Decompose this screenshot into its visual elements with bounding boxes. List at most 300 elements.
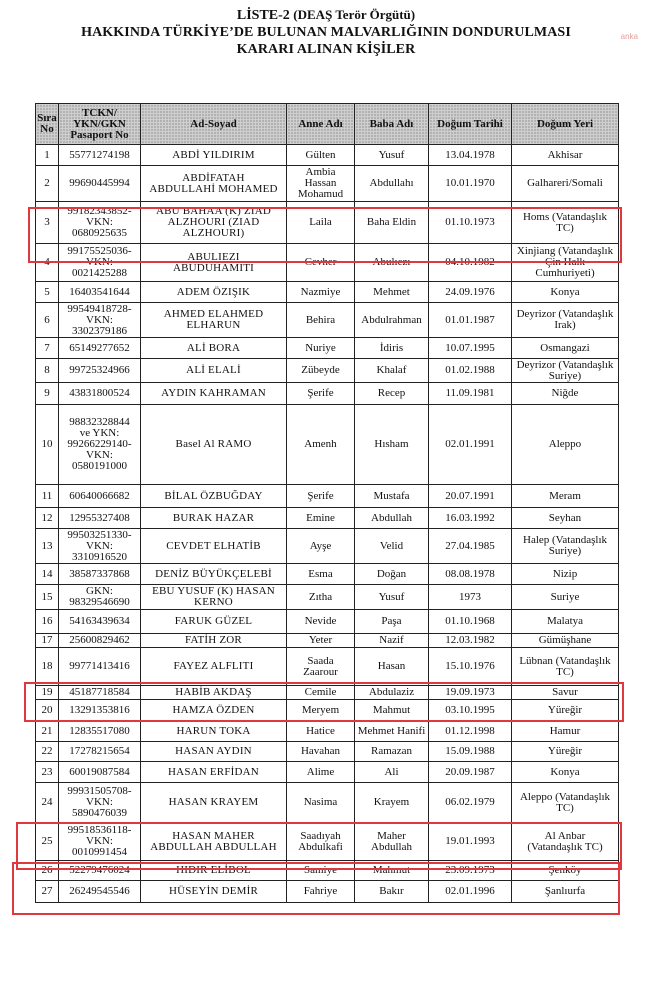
table-row	[36, 145, 619, 166]
cell-mother	[287, 405, 355, 485]
cell-pob	[512, 303, 619, 338]
cell-no: 4	[36, 244, 59, 282]
col-no-header	[36, 104, 59, 145]
cell-line: Suriye	[550, 590, 580, 603]
cell-dob: 04.10.1982	[429, 244, 512, 282]
cell-line: ALİ BORA	[186, 341, 241, 354]
cell-id	[59, 700, 141, 721]
col-pob-header: Doğum Yeri	[512, 104, 619, 145]
cell-line: ELHARUN	[186, 319, 241, 331]
cell-name	[141, 508, 287, 529]
cell-line: 98329546690	[69, 596, 130, 608]
cell-line: 0580191000	[72, 460, 127, 472]
cell-id	[59, 634, 141, 648]
cell-line: HASAN KRAYEM	[168, 796, 259, 808]
cell-father	[355, 485, 429, 508]
cell-line: Cemile	[304, 686, 337, 698]
cell-mother	[287, 338, 355, 359]
cell-father	[355, 303, 429, 338]
cell-father	[355, 282, 429, 303]
cell-pob	[512, 610, 619, 634]
cell-dob: 24.09.1976	[429, 282, 512, 303]
cell-line: HÜSEYİN DEMİR	[168, 885, 259, 897]
cell-id	[59, 783, 141, 823]
cell-line: Saadıyah	[300, 829, 341, 842]
watermark-logo: anka	[620, 32, 638, 41]
table-row	[36, 742, 619, 762]
cell-line: 3302379186	[72, 324, 127, 337]
cell-line: Malatya	[546, 615, 584, 627]
cell-id	[59, 529, 141, 564]
cell-line: 65149277652	[69, 341, 130, 354]
cell-line: FARUK GÜZEL	[174, 615, 253, 627]
cell-line: Khalaf	[376, 364, 407, 376]
cell-name	[141, 529, 287, 564]
cell-line: 98832328844	[69, 416, 130, 428]
cell-line: VKN:	[86, 449, 113, 461]
cell-mother	[287, 634, 355, 648]
cell-line: Samiye	[304, 864, 337, 876]
cell-father	[355, 742, 429, 762]
cell-line: 54163439634	[69, 615, 130, 627]
cell-line: İdiris	[379, 341, 404, 354]
document-title	[0, 6, 652, 24]
cell-no: 17	[36, 634, 59, 648]
cell-no: 16	[36, 610, 59, 634]
cell-mother	[287, 564, 355, 585]
table-header-row	[36, 104, 619, 145]
cell-name	[141, 742, 287, 762]
cell-pob	[512, 648, 619, 686]
table-row	[36, 405, 619, 485]
cell-father	[355, 145, 429, 166]
cell-line: VKN:	[86, 313, 113, 326]
cell-father	[355, 823, 429, 861]
cell-name	[141, 338, 287, 359]
cell-line: Yeter	[308, 634, 333, 646]
cell-no: 11	[36, 485, 59, 508]
cell-line: 99931505708-	[67, 785, 132, 797]
cell-id	[59, 686, 141, 700]
cell-no: 14	[36, 564, 59, 585]
cell-line: Fahriye	[303, 885, 338, 897]
col-id-header	[59, 104, 141, 145]
cell-name	[141, 244, 287, 282]
cell-father	[355, 383, 429, 405]
cell-pob	[512, 202, 619, 244]
cell-line: 99690445994	[69, 177, 130, 189]
cell-line: 16403541644	[69, 285, 130, 298]
cell-name	[141, 303, 287, 338]
cell-line: Abdullahı	[369, 177, 414, 189]
cell-line: Deyrizor (Vatandaşlık	[516, 358, 614, 371]
cell-line: Basel Al RAMO	[175, 438, 252, 450]
cell-line: VKN:	[86, 835, 113, 847]
header-line: Sıra	[37, 112, 57, 124]
cell-line: DENİZ BÜYÜKÇELEBİ	[155, 567, 272, 580]
cell-id	[59, 359, 141, 383]
table-row	[36, 282, 619, 303]
cell-mother	[287, 508, 355, 529]
cell-line: ve YKN:	[79, 427, 120, 439]
cell-name	[141, 686, 287, 700]
cell-line: Aleppo	[548, 438, 582, 450]
cell-dob: 10.07.1995	[429, 338, 512, 359]
cell-no: 2	[36, 166, 59, 202]
cell-no: 21	[36, 721, 59, 742]
cell-father	[355, 564, 429, 585]
cell-dob: 08.08.1978	[429, 564, 512, 585]
cell-line: Yusuf	[378, 590, 405, 603]
cell-name	[141, 405, 287, 485]
cell-name	[141, 145, 287, 166]
cell-line: Konya	[550, 285, 580, 298]
cell-line: Nevide	[304, 615, 337, 627]
cell-pob	[512, 244, 619, 282]
title-sub: (DEAŞ Terör Örgütü)	[293, 7, 416, 22]
cell-father	[355, 244, 429, 282]
cell-line: HASAN ERFİDAN	[168, 765, 259, 778]
cell-line: Şenköy	[548, 864, 582, 876]
cell-name	[141, 861, 287, 881]
cell-id	[59, 508, 141, 529]
cell-mother	[287, 783, 355, 823]
cell-no: 18	[36, 648, 59, 686]
cell-name	[141, 881, 287, 903]
cell-line: ADEM ÖZIŞIK	[176, 285, 251, 298]
cell-pob	[512, 861, 619, 881]
cell-line: Alime	[306, 765, 335, 778]
cell-pob	[512, 881, 619, 903]
cell-line: Havahan	[300, 745, 341, 757]
cell-line: Gülten	[305, 148, 336, 161]
cell-id	[59, 861, 141, 881]
cell-no: 26	[36, 861, 59, 881]
persons-table	[35, 103, 619, 903]
cell-line: Mustafa	[373, 489, 410, 502]
table-row	[36, 721, 619, 742]
cell-line: Abulıezı	[372, 256, 411, 268]
cell-line: Behira	[305, 313, 336, 326]
cell-father	[355, 405, 429, 485]
cell-line: Mohamud	[297, 188, 344, 200]
cell-no: 25	[36, 823, 59, 861]
cell-mother	[287, 686, 355, 700]
cell-line: VKN:	[86, 216, 113, 228]
cell-no: 8	[36, 359, 59, 383]
cell-line: BURAK HAZAR	[172, 511, 255, 524]
cell-name	[141, 282, 287, 303]
cell-line: 99182343852-	[67, 205, 132, 217]
cell-id	[59, 338, 141, 359]
cell-line: 45187718584	[69, 686, 130, 698]
cell-line: Zaarour	[303, 665, 338, 678]
cell-line: Suriye)	[548, 369, 582, 382]
cell-line: BİLAL ÖZBUĞDAY	[164, 489, 263, 502]
cell-name	[141, 823, 287, 861]
cell-line: Hasan	[377, 660, 406, 672]
cell-line: Doğan	[376, 567, 407, 580]
cell-line: TC)	[556, 665, 574, 678]
cell-line: Galhareri/Somali	[527, 177, 603, 189]
cell-dob: 01.01.1987	[429, 303, 512, 338]
cell-mother	[287, 529, 355, 564]
col-name-header: Ad-Soyad	[141, 104, 287, 145]
cell-father	[355, 783, 429, 823]
cell-line: Deyrizor (Vatandaşlık	[516, 308, 614, 320]
cell-line: Meram	[549, 489, 581, 502]
cell-father	[355, 686, 429, 700]
cell-line: 99549418728-	[67, 302, 132, 315]
cell-id	[59, 585, 141, 610]
cell-father	[355, 359, 429, 383]
cell-father	[355, 529, 429, 564]
cell-no: 6	[36, 303, 59, 338]
title-main: LİSTE-2	[236, 8, 290, 23]
cell-line: Ali	[384, 765, 399, 778]
cell-pob	[512, 383, 619, 405]
cell-no: 12	[36, 508, 59, 529]
cell-mother	[287, 742, 355, 762]
cell-line: ABDULLAH ABDULLAH	[150, 840, 277, 853]
cell-father	[355, 721, 429, 742]
cell-name	[141, 721, 287, 742]
cell-line: FATİH ZOR	[185, 634, 242, 646]
cell-father	[355, 634, 429, 648]
cell-dob: 03.10.1995	[429, 700, 512, 721]
cell-name	[141, 700, 287, 721]
cell-line: ALZHOURI (ZIAD	[167, 216, 260, 228]
cell-mother	[287, 202, 355, 244]
cell-line: Mahmut	[372, 864, 411, 876]
cell-dob: 12.03.1982	[429, 634, 512, 648]
cell-name	[141, 610, 287, 634]
cell-line: Abdulkafi	[298, 840, 343, 853]
cell-pob	[512, 282, 619, 303]
title-line-2: HAKKINDA TÜRKİYE’DE BULUNAN MALVARLIĞININ DONDURULMASI	[81, 25, 571, 40]
cell-id	[59, 742, 141, 762]
cell-dob: 27.04.1985	[429, 529, 512, 564]
header-line: Pasaport No	[70, 128, 129, 141]
cell-line: Nuriye	[305, 341, 336, 354]
cell-line: Al Anbar	[544, 829, 586, 842]
cell-no: 20	[36, 700, 59, 721]
cell-line: Konya	[550, 765, 580, 778]
cell-line: Zıtha	[308, 590, 333, 603]
cell-name	[141, 202, 287, 244]
cell-dob: 20.07.1991	[429, 485, 512, 508]
cell-line: Saada	[307, 654, 334, 667]
cell-no: 23	[36, 762, 59, 783]
table-row	[36, 359, 619, 383]
cell-line: 0021425288	[72, 267, 127, 279]
cell-pob	[512, 166, 619, 202]
cell-dob: 1973	[429, 585, 512, 610]
table-body	[36, 145, 619, 903]
cell-dob: 11.09.1981	[429, 383, 512, 405]
cell-line: Paşa	[381, 615, 402, 627]
cell-mother	[287, 721, 355, 742]
table-row	[36, 881, 619, 903]
cell-line: Nazmiye	[300, 285, 341, 298]
cell-line: ALZHOURI)	[182, 227, 245, 239]
cell-line: Aleppo (Vatandaşlık	[519, 790, 611, 803]
cell-line: Xinjiang (Vatandaşlık	[516, 245, 614, 257]
cell-line: Abdulaziz	[368, 686, 415, 698]
table-row	[36, 338, 619, 359]
cell-line: Suriye)	[548, 545, 582, 557]
cell-dob: 13.04.1978	[429, 145, 512, 166]
table-row	[36, 303, 619, 338]
cell-pob	[512, 762, 619, 783]
cell-line: 13291353816	[69, 703, 130, 716]
header-line: YKN/GKN	[73, 117, 126, 130]
cell-line: Çin Halk	[544, 256, 586, 268]
cell-mother	[287, 610, 355, 634]
cell-line: Nizip	[552, 567, 578, 580]
cell-line: Halep (Vatandaşlık	[523, 534, 607, 546]
cell-name	[141, 585, 287, 610]
cell-line: 52279476024	[69, 864, 130, 876]
cell-line: 99503251330-	[67, 528, 132, 541]
cell-pob	[512, 585, 619, 610]
cell-pob	[512, 564, 619, 585]
cell-line: Nasima	[303, 796, 338, 808]
cell-line: Lübnan (Vatandaşlık	[519, 654, 611, 667]
cell-pob	[512, 508, 619, 529]
cell-line: HIDIR ELİBOL	[176, 864, 251, 876]
cell-dob: 23.09.1973	[429, 861, 512, 881]
cell-name	[141, 383, 287, 405]
cell-line: Yusuf	[378, 148, 405, 161]
cell-no: 15	[36, 585, 59, 610]
table-row	[36, 686, 619, 700]
cell-id	[59, 823, 141, 861]
cell-line: ALİ ELALİ	[186, 364, 241, 376]
cell-name	[141, 359, 287, 383]
cell-line: ABDİFATAH	[182, 171, 245, 184]
table-row	[36, 762, 619, 783]
cell-line: 38587337868	[69, 567, 130, 580]
table-row	[36, 610, 619, 634]
cell-name	[141, 166, 287, 202]
cell-id	[59, 202, 141, 244]
cell-line: Abdulrahman	[361, 313, 422, 326]
cell-line: GKN:	[86, 585, 113, 597]
cell-mother	[287, 585, 355, 610]
cell-line: 60640066682	[69, 489, 130, 502]
cell-no: 24	[36, 783, 59, 823]
cell-line: 3310916520	[72, 550, 127, 563]
table-row	[36, 700, 619, 721]
cell-line: 26249545546	[69, 885, 130, 897]
cell-line: ABULIEZI	[187, 250, 240, 263]
cell-line: Savur	[552, 686, 578, 698]
cell-id	[59, 303, 141, 338]
cell-line: 43831800524	[69, 387, 130, 399]
cell-line: Amenh	[304, 438, 337, 450]
cell-line: 99266229140-	[67, 438, 132, 450]
cell-pob	[512, 145, 619, 166]
cell-line: Şanlıurfa	[544, 885, 586, 897]
cell-dob: 15.09.1988	[429, 742, 512, 762]
table-row	[36, 529, 619, 564]
cell-no: 9	[36, 383, 59, 405]
cell-pob	[512, 359, 619, 383]
cell-pob	[512, 634, 619, 648]
cell-line: 0680925635	[72, 227, 127, 239]
cell-dob: 20.09.1987	[429, 762, 512, 783]
cell-line: VKN:	[86, 256, 113, 268]
cell-name	[141, 485, 287, 508]
table-row	[36, 634, 619, 648]
cell-mother	[287, 861, 355, 881]
cell-line: 12835517080	[69, 724, 130, 737]
cell-line: TC)	[556, 801, 574, 814]
cell-line: Mahmut	[372, 703, 411, 716]
cell-line: Yüreğir	[547, 703, 583, 716]
cell-no: 7	[36, 338, 59, 359]
cell-line: 99518536118-	[67, 824, 132, 836]
cell-mother	[287, 648, 355, 686]
cell-mother	[287, 166, 355, 202]
cell-line: VKN:	[86, 796, 113, 808]
cell-line: Krayem	[373, 796, 410, 808]
cell-mother	[287, 383, 355, 405]
cell-name	[141, 648, 287, 686]
cell-id	[59, 762, 141, 783]
cell-dob: 16.03.1992	[429, 508, 512, 529]
cell-dob: 02.01.1996	[429, 881, 512, 903]
cell-line: HAMZA ÖZDEN	[172, 703, 255, 716]
col-dob-header: Doğum Tarihi	[429, 104, 512, 145]
cell-line: HABİB AKDAŞ	[175, 686, 252, 698]
cell-line: 55771274198	[69, 148, 130, 161]
cell-line: KERNO	[194, 596, 233, 608]
cell-id	[59, 648, 141, 686]
cell-line: Bakır	[379, 885, 404, 897]
cell-father	[355, 166, 429, 202]
table-row	[36, 585, 619, 610]
cell-id	[59, 610, 141, 634]
document-header	[0, 6, 652, 58]
cell-dob: 10.01.1970	[429, 166, 512, 202]
cell-line: Mehmet	[373, 285, 410, 298]
cell-pob	[512, 823, 619, 861]
cell-mother	[287, 244, 355, 282]
cell-line: 99771413416	[69, 660, 130, 672]
cell-dob: 01.10.1973	[429, 202, 512, 244]
cell-line: TC)	[556, 221, 574, 234]
cell-line: AYDIN KAHRAMAN	[161, 387, 266, 399]
cell-pob	[512, 721, 619, 742]
cell-dob: 15.10.1976	[429, 648, 512, 686]
cell-line: Şerife	[307, 489, 334, 502]
cell-father	[355, 610, 429, 634]
header-line: No	[40, 123, 54, 135]
cell-pob	[512, 783, 619, 823]
cell-id	[59, 564, 141, 585]
cell-id	[59, 881, 141, 903]
cell-line: ABUDUHAMITI	[172, 261, 255, 274]
cell-line: Baha Eldin	[366, 216, 417, 228]
col-mother-header: Anne Adı	[287, 104, 355, 145]
cell-dob: 01.02.1988	[429, 359, 512, 383]
table-row	[36, 648, 619, 686]
cell-line: Hısham	[374, 438, 409, 450]
cell-line: Hassan	[304, 177, 337, 189]
table-row	[36, 485, 619, 508]
